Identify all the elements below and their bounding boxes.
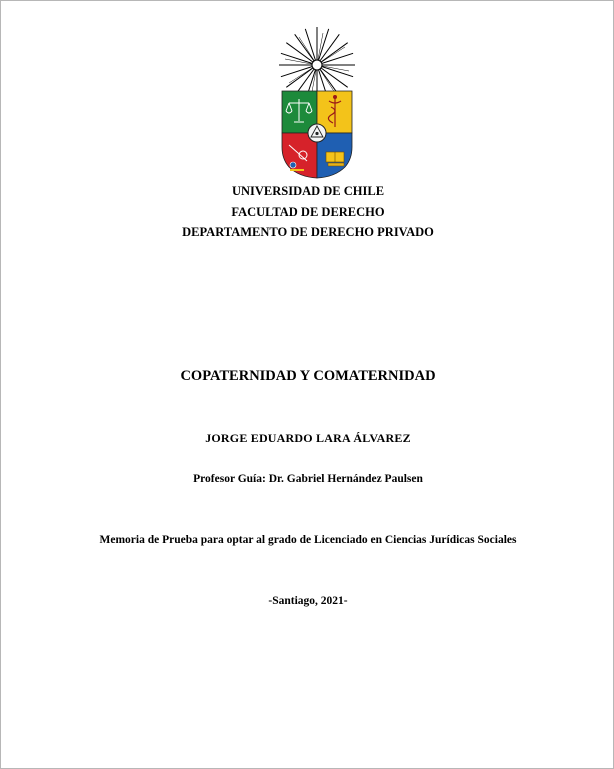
- advisor-line: Profesor Guía: Dr. Gabriel Hernández Paulsen: [193, 473, 423, 485]
- faculty-name: FACULTAD DE DERECHO: [231, 205, 385, 219]
- author-name: JORGE EDUARDO LARA ÁLVAREZ: [205, 431, 411, 445]
- department-name: DEPARTAMENTO DE DERECHO PRIVADO: [182, 225, 434, 239]
- university-coat-of-arms-icon: [269, 27, 365, 183]
- place-date: -Santiago, 2021-: [268, 595, 348, 607]
- thesis-title: COPATERNIDAD Y COMATERNIDAD: [180, 368, 436, 384]
- university-name: UNIVERSIDAD DE CHILE: [231, 184, 385, 198]
- degree-statement: Memoria de Prueba para optar al grado de Licenciado en Ciencias Jurídicas Sociales: [99, 534, 517, 546]
